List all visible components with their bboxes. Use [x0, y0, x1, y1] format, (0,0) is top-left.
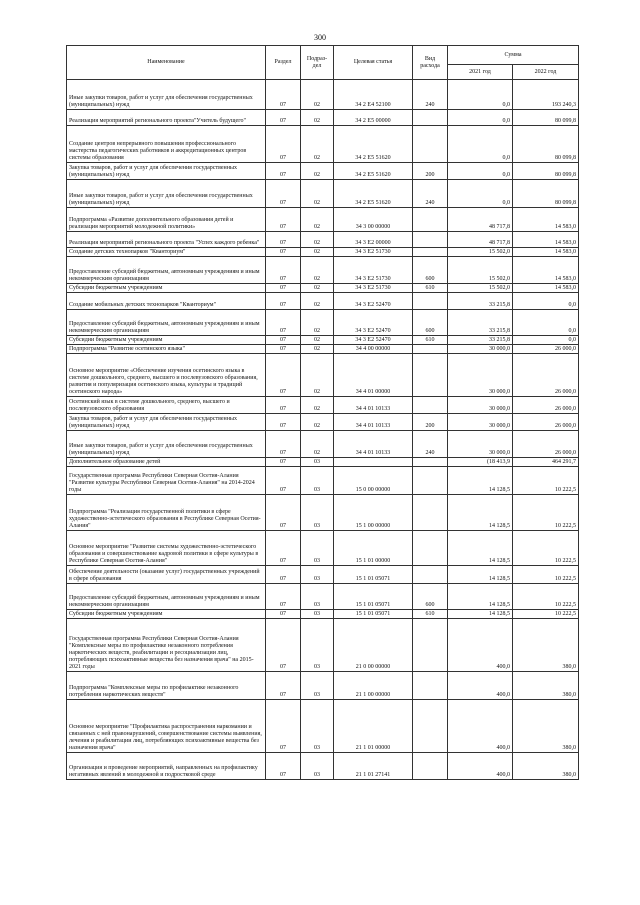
- row-name-cell: Осетинский язык в системе дошкольного, среднего, высшего и послевузовского образования: [67, 397, 266, 414]
- table-row: [67, 257, 579, 284]
- row-name-cell: Реализация мероприятий регионального проекта "Успех каждого ребенка": [67, 232, 266, 248]
- row-subsection-cell: 02: [301, 208, 334, 232]
- table-row: [67, 397, 579, 414]
- row-expense-type-cell: [413, 110, 448, 126]
- row-sum-2021-cell: 15 502,0: [448, 284, 513, 293]
- table-row: [67, 336, 579, 345]
- row-sum-2022-cell: 14 583,0: [513, 284, 579, 293]
- row-sum-2021-cell: 14 128,5: [448, 610, 513, 619]
- row-subsection-cell: 02: [301, 345, 334, 354]
- row-sum-2021-cell: 33 215,8: [448, 310, 513, 336]
- table-row: [67, 80, 579, 110]
- row-section-cell: 07: [266, 414, 301, 431]
- row-target-cell: 34 4 01 10133: [334, 397, 413, 414]
- budget-table: [66, 45, 579, 780]
- row-subsection-cell: 03: [301, 753, 334, 780]
- row-target-cell: 34 3 E2 00000: [334, 232, 413, 248]
- row-target-cell: 15 1 01 05071: [334, 610, 413, 619]
- row-sum-2022-cell: 464 291,7: [513, 458, 579, 467]
- row-name-cell: Закупка товаров, работ и услуг для обеспечения государственных (муниципальных) нужд: [67, 163, 266, 180]
- row-name-cell: Предоставление субсидий бюджетным, автономным учреждениям и иным некоммерческим организациям: [67, 584, 266, 610]
- row-section-cell: 07: [266, 531, 301, 566]
- header-section: Раздел: [266, 46, 301, 80]
- table-row: [67, 753, 579, 780]
- row-sum-2021-cell: 0,0: [448, 80, 513, 110]
- row-target-cell: 34 3 E2 52470: [334, 310, 413, 336]
- table-row: [67, 126, 579, 163]
- row-expense-type-cell: 200: [413, 414, 448, 431]
- row-sum-2021-cell: 15 502,0: [448, 257, 513, 284]
- row-target-cell: 15 1 00 00000: [334, 495, 413, 531]
- row-subsection-cell: 02: [301, 336, 334, 345]
- row-target-cell: 34 2 E5 00000: [334, 110, 413, 126]
- row-sum-2021-cell: 400,0: [448, 619, 513, 672]
- row-name-cell: Подпрограмма "Развитие осетинского языка": [67, 345, 266, 354]
- row-target-cell: [334, 458, 413, 467]
- row-subsection-cell: 03: [301, 700, 334, 753]
- header-target-article: Целевая статья: [334, 46, 413, 80]
- header-subsection: Подраз- дел: [301, 46, 334, 80]
- row-expense-type-cell: [413, 753, 448, 780]
- page-number: 300: [314, 33, 326, 42]
- row-section-cell: 07: [266, 584, 301, 610]
- table-row: [67, 293, 579, 310]
- row-sum-2022-cell: 14 583,0: [513, 208, 579, 232]
- row-sum-2022-cell: 380,0: [513, 619, 579, 672]
- row-subsection-cell: 02: [301, 248, 334, 257]
- row-name-cell: Иные закупки товаров, работ и услуг для обеспечения государственных (муниципальных) нужд: [67, 180, 266, 208]
- row-sum-2021-cell: 0,0: [448, 110, 513, 126]
- row-section-cell: 07: [266, 672, 301, 700]
- header-sum: Сумма: [448, 46, 579, 65]
- row-target-cell: 34 2 E5 51620: [334, 180, 413, 208]
- row-subsection-cell: 03: [301, 672, 334, 700]
- table-row: [67, 619, 579, 672]
- row-subsection-cell: 02: [301, 431, 334, 458]
- row-subsection-cell: 02: [301, 310, 334, 336]
- table-row: [67, 700, 579, 753]
- row-target-cell: 34 4 01 10133: [334, 431, 413, 458]
- row-name-cell: Иные закупки товаров, работ и услуг для обеспечения государственных (муниципальных) нужд: [67, 431, 266, 458]
- row-section-cell: 07: [266, 208, 301, 232]
- row-name-cell: Подпрограмма «Развитие дополнительного образования детей и реализация мероприятий молодежной политики»: [67, 208, 266, 232]
- header-expense-type: Вид расхода: [413, 46, 448, 80]
- row-expense-type-cell: 240: [413, 180, 448, 208]
- row-expense-type-cell: [413, 458, 448, 467]
- row-target-cell: 15 1 01 05071: [334, 566, 413, 584]
- row-sum-2022-cell: 0,0: [513, 336, 579, 345]
- table-row: [67, 345, 579, 354]
- table-row: [67, 110, 579, 126]
- row-sum-2022-cell: 26 000,0: [513, 431, 579, 458]
- header-year-2022: 2022 год: [513, 65, 579, 80]
- table-row: [67, 495, 579, 531]
- row-expense-type-cell: 600: [413, 257, 448, 284]
- row-name-cell: Закупка товаров, работ и услуг для обеспечения государственных (муниципальных) нужд: [67, 414, 266, 431]
- table-row: [67, 458, 579, 467]
- row-section-cell: 07: [266, 619, 301, 672]
- row-target-cell: 21 1 01 00000: [334, 700, 413, 753]
- row-target-cell: 15 1 01 00000: [334, 531, 413, 566]
- row-subsection-cell: 02: [301, 126, 334, 163]
- row-name-cell: Дополнительное образование детей: [67, 458, 266, 467]
- row-section-cell: 07: [266, 458, 301, 467]
- row-sum-2021-cell: 33 215,8: [448, 336, 513, 345]
- row-subsection-cell: 03: [301, 458, 334, 467]
- row-sum-2021-cell: 400,0: [448, 672, 513, 700]
- row-sum-2022-cell: 0,0: [513, 293, 579, 310]
- row-expense-type-cell: [413, 126, 448, 163]
- table-row: [67, 610, 579, 619]
- row-target-cell: 34 3 E2 52470: [334, 336, 413, 345]
- row-subsection-cell: 02: [301, 232, 334, 248]
- row-expense-type-cell: [413, 397, 448, 414]
- row-sum-2022-cell: 14 583,0: [513, 232, 579, 248]
- row-target-cell: 34 3 E2 52470: [334, 293, 413, 310]
- row-section-cell: 07: [266, 248, 301, 257]
- row-section-cell: 07: [266, 310, 301, 336]
- row-expense-type-cell: 610: [413, 610, 448, 619]
- table-row: [67, 566, 579, 584]
- row-subsection-cell: 03: [301, 531, 334, 566]
- table-row: [67, 584, 579, 610]
- row-target-cell: 34 3 E2 51730: [334, 248, 413, 257]
- row-expense-type-cell: [413, 700, 448, 753]
- table-row: [67, 467, 579, 495]
- table-row: [67, 163, 579, 180]
- row-sum-2022-cell: 14 583,0: [513, 257, 579, 284]
- row-sum-2022-cell: 10 222,5: [513, 566, 579, 584]
- row-name-cell: Предоставление субсидий бюджетным, автономным учреждениям и иным некоммерческим организациям: [67, 257, 266, 284]
- row-sum-2021-cell: 33 215,8: [448, 293, 513, 310]
- row-section-cell: 07: [266, 700, 301, 753]
- row-target-cell: 15 1 01 05071: [334, 584, 413, 610]
- row-target-cell: 34 3 E2 51730: [334, 257, 413, 284]
- row-subsection-cell: 02: [301, 414, 334, 431]
- row-section-cell: 07: [266, 610, 301, 619]
- header-year-2021: 2021 год: [448, 65, 513, 80]
- row-target-cell: 34 3 E2 51730: [334, 284, 413, 293]
- row-subsection-cell: 03: [301, 467, 334, 495]
- row-sum-2021-cell: (18 413,9: [448, 458, 513, 467]
- row-section-cell: 07: [266, 257, 301, 284]
- row-subsection-cell: 03: [301, 584, 334, 610]
- table-row: [67, 672, 579, 700]
- row-subsection-cell: 03: [301, 619, 334, 672]
- table-row: [67, 354, 579, 397]
- row-sum-2021-cell: 400,0: [448, 753, 513, 780]
- row-section-cell: 07: [266, 110, 301, 126]
- header-name: Наименование: [67, 46, 266, 80]
- row-name-cell: Субсидии бюджетным учреждениям: [67, 336, 266, 345]
- row-expense-type-cell: [413, 619, 448, 672]
- row-subsection-cell: 02: [301, 163, 334, 180]
- row-expense-type-cell: [413, 495, 448, 531]
- row-subsection-cell: 02: [301, 293, 334, 310]
- row-target-cell: 34 2 E4 52100: [334, 80, 413, 110]
- row-sum-2021-cell: 0,0: [448, 163, 513, 180]
- row-section-cell: 07: [266, 284, 301, 293]
- row-subsection-cell: 02: [301, 80, 334, 110]
- row-section-cell: 07: [266, 495, 301, 531]
- row-name-cell: Обеспечение деятельности (оказание услуг) государственных учреждений в сфере образования: [67, 566, 266, 584]
- row-expense-type-cell: 240: [413, 80, 448, 110]
- row-expense-type-cell: 610: [413, 336, 448, 345]
- row-sum-2021-cell: 0,0: [448, 126, 513, 163]
- row-name-cell: Реализация мероприятий регионального проекта"Учитель будущего": [67, 110, 266, 126]
- row-sum-2022-cell: 380,0: [513, 753, 579, 780]
- row-sum-2021-cell: 30 000,0: [448, 397, 513, 414]
- row-sum-2021-cell: 48 717,8: [448, 208, 513, 232]
- table-row: [67, 248, 579, 257]
- row-sum-2021-cell: 30 000,0: [448, 345, 513, 354]
- row-sum-2021-cell: 400,0: [448, 700, 513, 753]
- row-name-cell: Создание детских технопарков "Кванториум": [67, 248, 266, 257]
- row-name-cell: Подпрограмма "Комплексные меры по профилактике незаконного потребления наркотических веществ": [67, 672, 266, 700]
- row-subsection-cell: 03: [301, 495, 334, 531]
- row-sum-2022-cell: 0,0: [513, 310, 579, 336]
- row-section-cell: 07: [266, 467, 301, 495]
- row-sum-2022-cell: 80 099,8: [513, 110, 579, 126]
- table-row: [67, 232, 579, 248]
- row-sum-2022-cell: 10 222,5: [513, 584, 579, 610]
- row-sum-2021-cell: 30 000,0: [448, 431, 513, 458]
- row-sum-2022-cell: 14 583,0: [513, 248, 579, 257]
- row-target-cell: 34 4 01 00000: [334, 354, 413, 397]
- row-subsection-cell: 02: [301, 180, 334, 208]
- row-expense-type-cell: [413, 208, 448, 232]
- row-sum-2022-cell: 80 099,8: [513, 180, 579, 208]
- row-expense-type-cell: 240: [413, 431, 448, 458]
- table-row: [67, 414, 579, 431]
- row-section-cell: 07: [266, 293, 301, 310]
- row-section-cell: 07: [266, 345, 301, 354]
- row-sum-2021-cell: 14 128,5: [448, 495, 513, 531]
- row-name-cell: Создание мобильных детских технопарков "Кванториум": [67, 293, 266, 310]
- row-section-cell: 07: [266, 180, 301, 208]
- row-target-cell: 34 4 01 10133: [334, 414, 413, 431]
- row-section-cell: 07: [266, 163, 301, 180]
- row-name-cell: Основное мероприятие "Профилактика распространения наркомании и связанных с ней правонарушений, совершенствование системы выявления, лечения и реабилитации лиц, потребляющих психоактивные вещества без назначения врача": [67, 700, 266, 753]
- row-expense-type-cell: [413, 467, 448, 495]
- row-section-cell: 07: [266, 336, 301, 345]
- row-subsection-cell: 02: [301, 110, 334, 126]
- table-row: [67, 310, 579, 336]
- row-target-cell: 34 2 E5 51620: [334, 163, 413, 180]
- row-section-cell: 07: [266, 753, 301, 780]
- row-sum-2022-cell: 26 000,0: [513, 354, 579, 397]
- table-row: [67, 284, 579, 293]
- row-sum-2022-cell: 10 222,5: [513, 467, 579, 495]
- row-subsection-cell: 03: [301, 610, 334, 619]
- table-row: [67, 431, 579, 458]
- row-sum-2022-cell: 193 240,3: [513, 80, 579, 110]
- row-sum-2022-cell: 26 000,0: [513, 345, 579, 354]
- row-sum-2022-cell: 10 222,5: [513, 531, 579, 566]
- row-expense-type-cell: 610: [413, 284, 448, 293]
- row-subsection-cell: 03: [301, 566, 334, 584]
- row-sum-2022-cell: 80 099,8: [513, 126, 579, 163]
- table-body: [67, 80, 579, 780]
- row-expense-type-cell: [413, 531, 448, 566]
- row-name-cell: Иные закупки товаров, работ и услуг для обеспечения государственных (муниципальных) нужд: [67, 80, 266, 110]
- row-target-cell: 21 0 00 00000: [334, 619, 413, 672]
- row-sum-2022-cell: 10 222,5: [513, 495, 579, 531]
- row-subsection-cell: 02: [301, 284, 334, 293]
- row-target-cell: 34 3 00 00000: [334, 208, 413, 232]
- table-row: [67, 180, 579, 208]
- row-expense-type-cell: [413, 672, 448, 700]
- table-header: [67, 46, 579, 80]
- row-subsection-cell: 02: [301, 354, 334, 397]
- row-sum-2021-cell: 0,0: [448, 180, 513, 208]
- row-expense-type-cell: 600: [413, 584, 448, 610]
- row-section-cell: 07: [266, 232, 301, 248]
- table-row: [67, 208, 579, 232]
- row-expense-type-cell: [413, 566, 448, 584]
- row-name-cell: Государственная программа Республики Северная Осетия-Алания "Комплексные меры по профилактике незаконного потребления наркотических веществ, реабилитации и ресоциализации лиц, потребляющих психоактивные вещества без назначения врача" на 2015-2021 годы: [67, 619, 266, 672]
- row-sum-2022-cell: 26 000,0: [513, 397, 579, 414]
- row-sum-2021-cell: 14 128,5: [448, 566, 513, 584]
- row-expense-type-cell: [413, 248, 448, 257]
- row-name-cell: Основное мероприятие "Развитие системы художественно-эстетического образования и совершенствование кадровой политики в сфере культуры в Республике Северная Осетия-Алания": [67, 531, 266, 566]
- row-target-cell: 21 1 01 27141: [334, 753, 413, 780]
- row-sum-2021-cell: 14 128,5: [448, 584, 513, 610]
- row-expense-type-cell: [413, 345, 448, 354]
- row-sum-2021-cell: 15 502,0: [448, 248, 513, 257]
- row-expense-type-cell: 600: [413, 310, 448, 336]
- row-sum-2022-cell: 80 099,8: [513, 163, 579, 180]
- row-expense-type-cell: [413, 293, 448, 310]
- row-sum-2022-cell: 10 222,5: [513, 610, 579, 619]
- row-sum-2021-cell: 48 717,8: [448, 232, 513, 248]
- row-section-cell: 07: [266, 566, 301, 584]
- row-name-cell: Организация и проведение мероприятий, направленных на профилактику негативных явлений в молодежной и подростковой среде: [67, 753, 266, 780]
- row-target-cell: 34 2 E5 51620: [334, 126, 413, 163]
- row-name-cell: Создание центров непрерывного повышения профессионального мастерства педагогических работников и аккредитационных центров системы образования: [67, 126, 266, 163]
- row-name-cell: Субсидии бюджетным учреждениям: [67, 610, 266, 619]
- row-target-cell: 21 1 00 00000: [334, 672, 413, 700]
- row-name-cell: Субсидии бюджетным учреждениям: [67, 284, 266, 293]
- row-subsection-cell: 02: [301, 397, 334, 414]
- row-section-cell: 07: [266, 431, 301, 458]
- row-expense-type-cell: 200: [413, 163, 448, 180]
- row-name-cell: Подпрограмма "Реализация государственной политики в сфере художественно-эстетического образования в Республике Северная Осетия-Алания": [67, 495, 266, 531]
- row-sum-2022-cell: 380,0: [513, 700, 579, 753]
- row-subsection-cell: 02: [301, 257, 334, 284]
- row-name-cell: Основное мероприятие «Обеспечение изучения осетинского языка в системе дошкольного, среднего, высшего и послевузовского образования, развития и популяризация осетинского языка, культуры и традиций осетинского народа»: [67, 354, 266, 397]
- row-expense-type-cell: [413, 232, 448, 248]
- row-section-cell: 07: [266, 354, 301, 397]
- row-name-cell: Государственная программа Республики Северная Осетия-Алания "Развитие культуры Республики Северная Осетия-Алания" на 2014-2024 годы: [67, 467, 266, 495]
- row-name-cell: Предоставление субсидий бюджетным, автономным учреждениям и иным некоммерческим организациям: [67, 310, 266, 336]
- row-expense-type-cell: [413, 354, 448, 397]
- row-sum-2021-cell: 30 000,0: [448, 414, 513, 431]
- row-sum-2022-cell: 380,0: [513, 672, 579, 700]
- table-row: [67, 531, 579, 566]
- row-section-cell: 07: [266, 397, 301, 414]
- row-sum-2021-cell: 30 000,0: [448, 354, 513, 397]
- row-sum-2021-cell: 14 128,5: [448, 467, 513, 495]
- row-section-cell: 07: [266, 80, 301, 110]
- row-sum-2021-cell: 14 128,5: [448, 531, 513, 566]
- row-target-cell: 34 4 00 00000: [334, 345, 413, 354]
- row-section-cell: 07: [266, 126, 301, 163]
- row-sum-2022-cell: 26 000,0: [513, 414, 579, 431]
- row-target-cell: 15 0 00 00000: [334, 467, 413, 495]
